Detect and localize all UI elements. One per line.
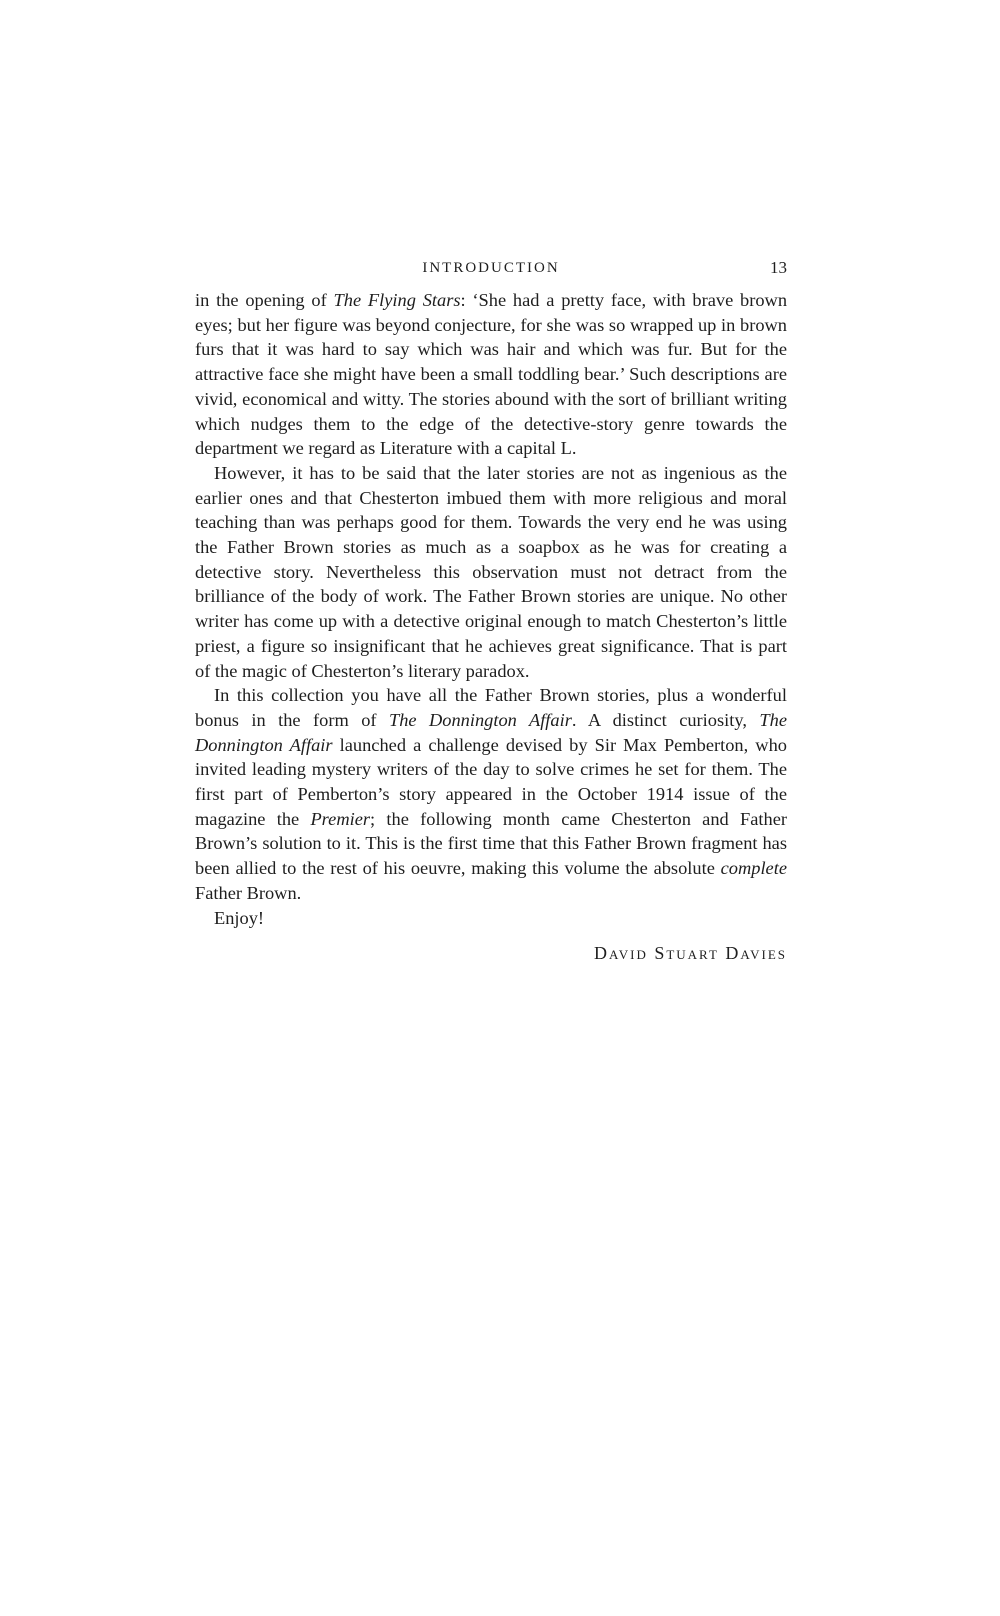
body-text bbox=[195, 288, 787, 930]
paragraph-3 bbox=[195, 683, 787, 905]
text-run: in the opening of bbox=[195, 290, 334, 310]
italic-emphasis: complete bbox=[720, 858, 787, 879]
italic-title: The Donnington Affair bbox=[388, 709, 572, 730]
italic-title: The Flying Stars bbox=[333, 290, 461, 310]
running-head bbox=[195, 250, 787, 280]
text-run: : ‘She had a pretty face, with brave brown eyes; but her figure was beyond conjecture, for she was so wrapped up in brown furs that it was hard to say which was hair and which was fur. But for the attractive face she might have been a small toddling bear.’ Such descriptions are vivid, economical and witty. The stories abound with the sort of brilliant writing which nudges them to the edge of the detective-story genre towards the department we regard as Literature with a capital L. bbox=[195, 290, 788, 459]
paragraph-2: However, it has to be said that the later stories are not as ingenious as the earlier ones and that Chesterton imbued them with more religious and moral teaching than was perhaps good for them. Towards the very end he was using the Father Brown stories as much as a soapbox as he was for creating a detective story. Nevertheless this observation must not detract from the brilliance of the body of work. The Father Brown stories are unique. No other writer has come up with a detective original enough to match Chesterton’s little priest, a figure so insignificant that he achieves great significance. That is part of the magic of Chesterton’s literary paradox. bbox=[195, 462, 787, 681]
italic-title: Premier bbox=[310, 808, 371, 829]
author-signature: David Stuart Davies bbox=[594, 943, 787, 964]
paragraph-4: Enjoy! bbox=[214, 907, 265, 928]
text-run: . A distinct curiosity, bbox=[571, 709, 760, 730]
text-run: ; the following month came Chesterton and Father Brown’s solution to it. This is the first time that this Father Brown fragment has been allied to the rest of his oeuvre, making this volume the absolute bbox=[195, 808, 787, 879]
text-run: In this collection you have all the Father Brown stories, plus a wonderful bonus in the form of bbox=[195, 685, 787, 730]
paragraph-1 bbox=[195, 288, 787, 461]
text-run: Father Brown. bbox=[195, 882, 302, 903]
book-page bbox=[195, 250, 787, 964]
italic-title: The Donnington Affair bbox=[195, 709, 787, 755]
text-run: launched a challenge devised by Sir Max Pemberton, who invited leading mystery writers of the day to solve crimes he set for them. The first part of Pemberton’s story appeared in the October 1914 issue of the magazine the bbox=[195, 734, 787, 829]
running-title: INTRODUCTION bbox=[422, 260, 560, 276]
page-number: 13 bbox=[770, 258, 787, 277]
